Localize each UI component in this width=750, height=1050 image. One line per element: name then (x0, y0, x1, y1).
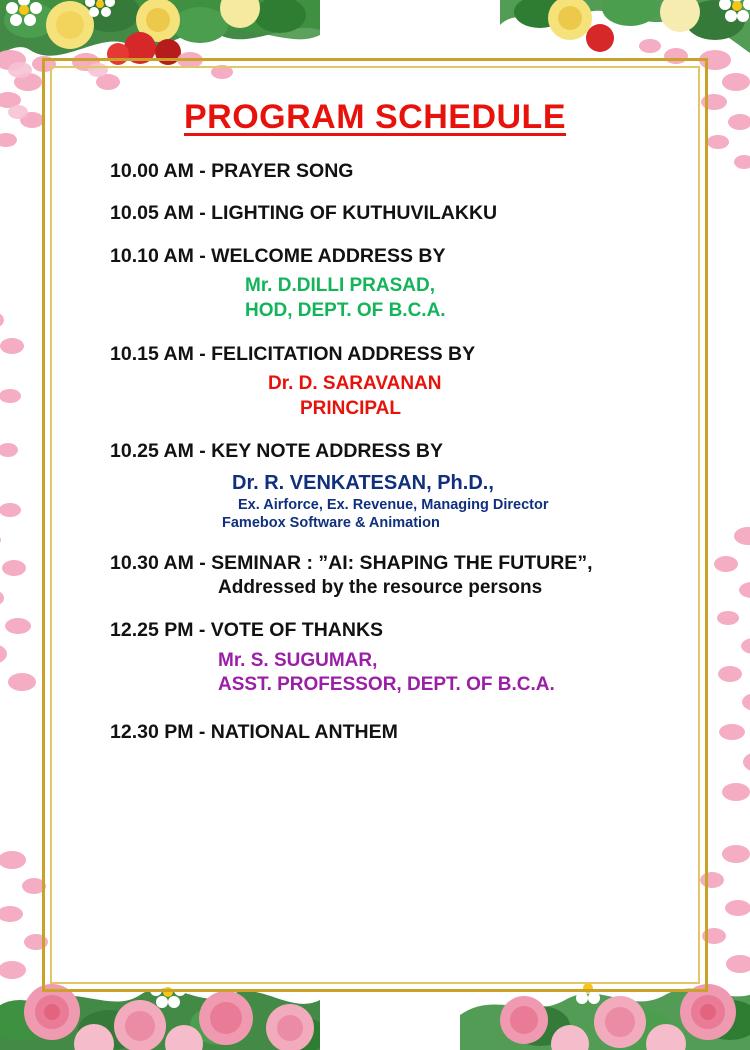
schedule-time-entry: 10.10 AM - WELCOME ADDRESS BY (110, 244, 446, 267)
schedule-time-entry: 10.00 AM - PRAYER SONG (110, 160, 354, 182)
schedule-time-entry: 10.25 AM - KEY NOTE ADDRESS BY (110, 440, 444, 463)
schedule-item (110, 618, 688, 698)
schedule-item (110, 159, 688, 183)
schedule-detail: HOD, DEPT. OF B.C.A. (245, 299, 446, 321)
schedule-detail: Famebox Software & Animation (222, 515, 440, 532)
schedule-time-entry: 10.15 AM - FELICITATION ADDRESS BY (110, 342, 476, 365)
schedule-detail: PRINCIPAL (300, 397, 401, 419)
schedule-item (110, 342, 688, 422)
schedule-detail: Addressed by the resource persons (218, 576, 543, 598)
schedule-item (110, 201, 688, 225)
schedule-detail: Dr. D. SARAVANAN (268, 372, 442, 394)
schedule-detail: ASST. PROFESSOR, DEPT. OF B.C.A. (218, 674, 555, 696)
schedule-content (62, 80, 688, 763)
schedule-time-entry: 10.05 AM - LIGHTING OF KUTHUVILAKKU (110, 202, 498, 225)
schedule-detail: Mr. D.DILLI PRASAD, (245, 275, 436, 297)
schedule-detail: Mr. S. SUGUMAR, (218, 649, 378, 671)
schedule-time-entry: 12.30 PM - NATIONAL ANTHEM (110, 721, 398, 744)
schedule-item (110, 439, 688, 533)
schedule-detail: Ex. Airforce, Ex. Revenue, Managing Director (238, 496, 549, 513)
page-title: PROGRAM SCHEDULE (183, 98, 567, 136)
schedule-time-entry: 12.25 PM - VOTE OF THANKS (110, 619, 384, 642)
schedule-list (62, 159, 688, 745)
schedule-time-entry: 10.30 AM - SEMINAR : ”AI: SHAPING THE FUTURE”, (110, 552, 593, 575)
schedule-item (110, 244, 688, 324)
schedule-item (110, 720, 688, 744)
schedule-detail: Dr. R. VENKATESAN, Ph.D., (232, 471, 494, 494)
schedule-item (110, 551, 688, 600)
